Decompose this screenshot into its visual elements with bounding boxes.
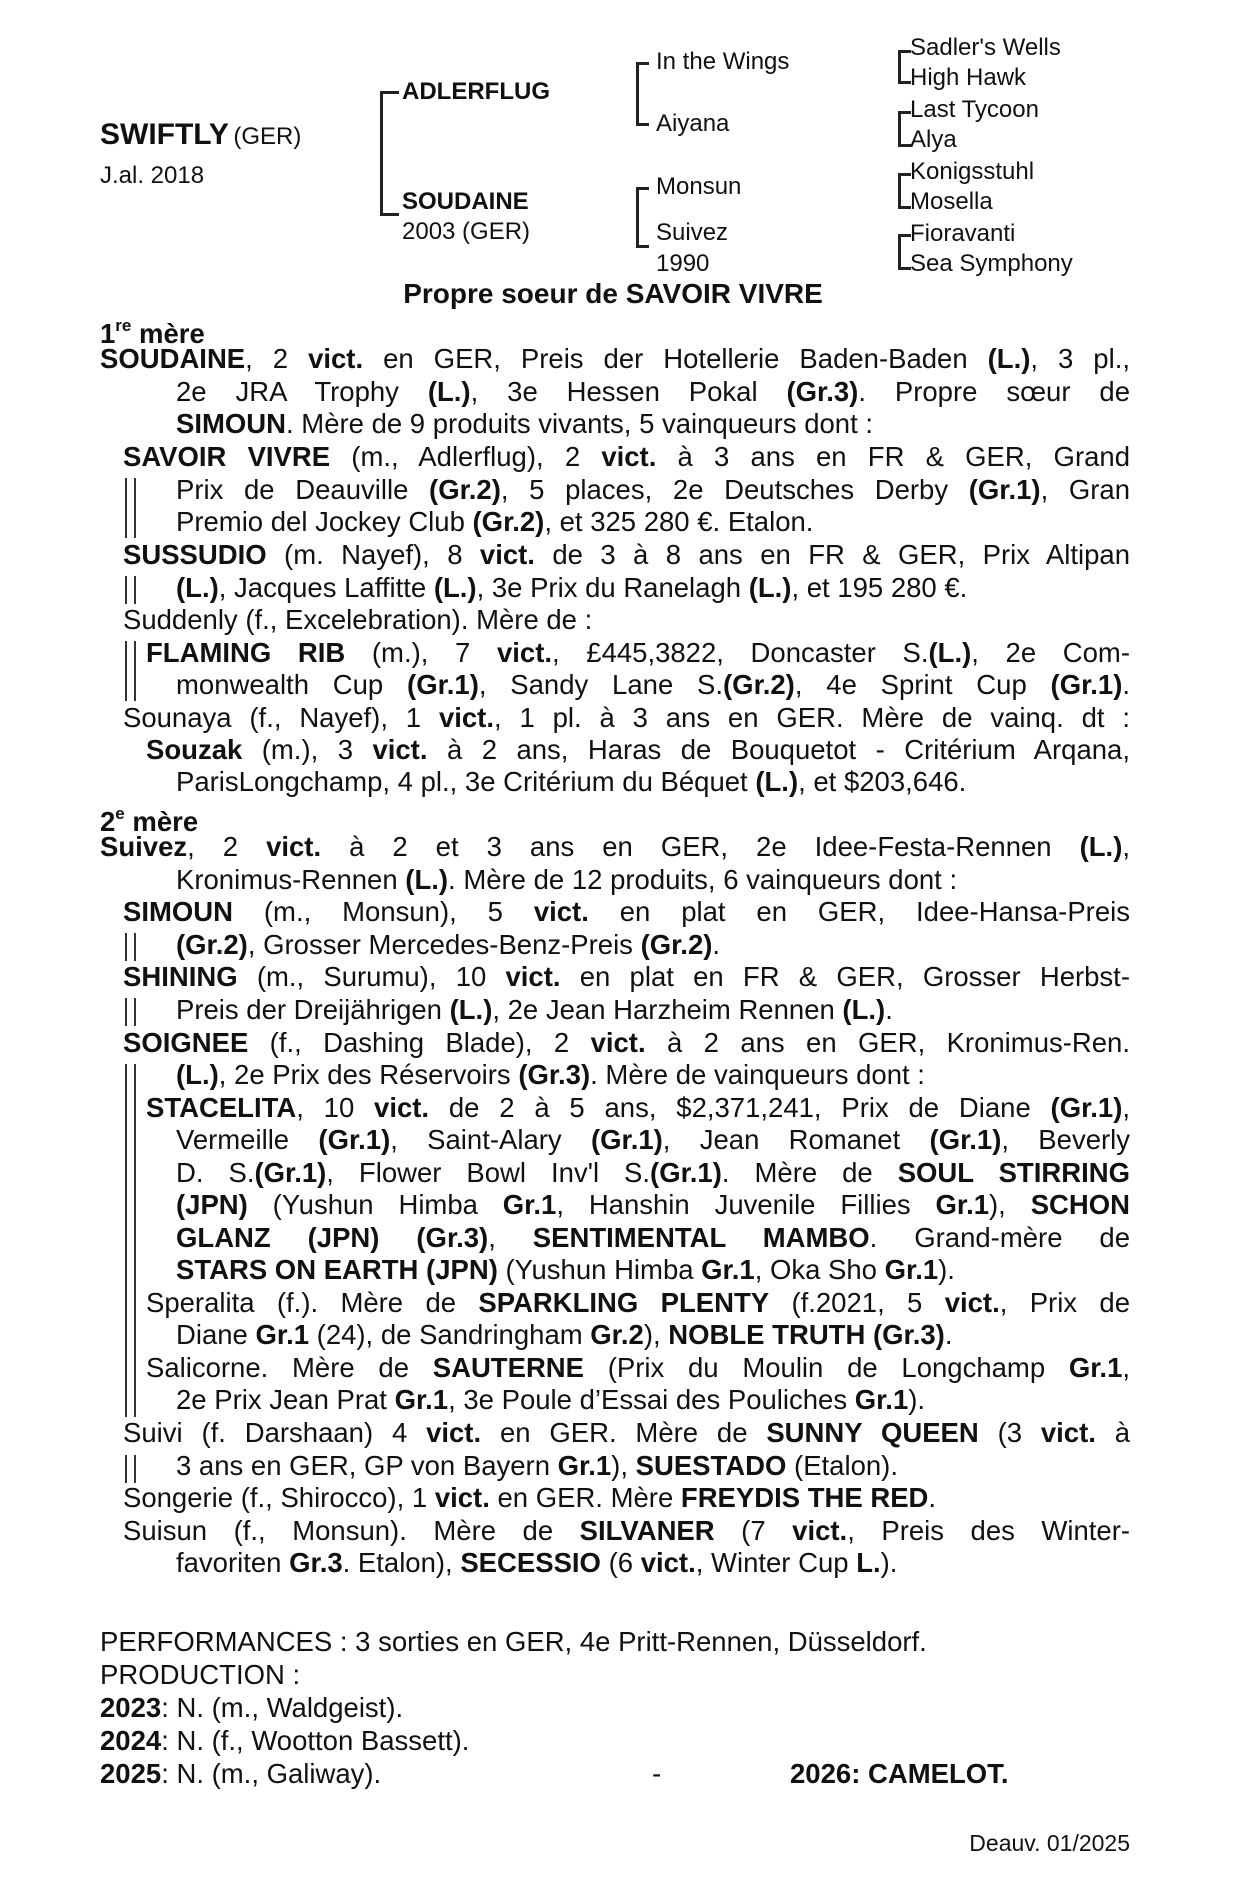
horse-info: J.al. 2018 [100, 162, 205, 189]
production-2025: 2025: N. (m., Galiway). [100, 1758, 382, 1789]
production-2026: 2026: CAMELOT. [790, 1758, 1009, 1789]
record-line: (Gr.2), Grosser Mercedes-Benz-Preis (Gr.2). [176, 929, 721, 960]
record-line: 2e JRA Trophy (L.), 3e Hessen Pokal (Gr.3). Propre sœur de [176, 376, 1130, 407]
record-line: Speralita (f.). Mère de SPARKLING PLENTY (f.2021, 5 vict., Prix de [146, 1287, 1130, 1318]
subtitle: Propre soeur de SAVOIR VIVRE [403, 278, 823, 309]
record-line: D. S.(Gr.1), Flower Bowl Inv'l S.(Gr.1). Mère de SOUL STIRRING [176, 1157, 1130, 1188]
record-line: Songerie (f., Shirocco), 1 vict. en GER. Mère FREYDIS THE RED. [123, 1482, 937, 1513]
record-line: STACELITA, 10 vict. de 2 à 5 ans, $2,371,241, Prix de Diane (Gr.1), [146, 1092, 1130, 1123]
sale-reference: Deauv. 01/2025 [969, 1830, 1130, 1856]
first-dam-heading: 1re mère [100, 316, 205, 349]
bar-suivi [125, 1455, 136, 1483]
horse-country: (GER) [233, 123, 302, 150]
bar-soignee [125, 1064, 136, 1417]
record-line: monwealth Cup (Gr.1), Sandy Lane S.(Gr.2), 4e Sprint Cup (Gr.1). [176, 669, 1131, 700]
record-line: Souzak (m.), 3 vict. à 2 ans, Haras de Bouquetot - Critérium Arqana, [146, 734, 1130, 765]
record-line: 2e Prix Jean Prat Gr.1, 3e Poule d’Essai des Pouliches Gr.1). [176, 1384, 926, 1415]
production-2024: 2024: N. (f., Wootton Bassett). [100, 1725, 470, 1756]
record-line: FLAMING RIB (m.), 7 vict., £445,3822, Doncaster S.(L.), 2e Com- [146, 637, 1130, 668]
record-line: 3 ans en GER, GP von Bayern Gr.1), SUESTADO (Etalon). [176, 1450, 898, 1481]
gg-8: Sea Symphony [910, 250, 1073, 277]
record-line: SOIGNEE (f., Dashing Blade), 2 vict. à 2 ans en GER, Kronimus-Ren. [123, 1027, 1130, 1058]
record-line: favoriten Gr.3. Etalon), SECESSIO (6 vict., Winter Cup L.). [176, 1547, 898, 1578]
record-line: STARS ON EARTH (JPN) (Yushun Himba Gr.1, Oka Sho Gr.1). [176, 1254, 955, 1285]
gg-4: Alya [910, 126, 957, 153]
production-label: PRODUCTION : [100, 1659, 301, 1690]
dam-name: SOUDAINE [402, 188, 529, 215]
sire-sire: In the Wings [656, 48, 790, 75]
record-line: Suddenly (f., Excelebration). Mère de : [123, 604, 593, 635]
bar-suddenly [125, 641, 136, 701]
record-line: Sounaya (f., Nayef), 1 vict., 1 pl. à 3 ans en GER. Mère de vainq. dt : [123, 702, 1130, 733]
record-line: SAVOIR VIVRE (m., Adlerflug), 2 vict. à 3 ans en FR & GER, Grand [123, 441, 1130, 472]
sire-dam: Aiyana [656, 110, 730, 137]
record-line: SOUDAINE, 2 vict. en GER, Preis der Hotellerie Baden-Baden (L.), 3 pl., [100, 343, 1130, 374]
record-line: ParisLongchamp, 4 pl., 3e Critérium du Béquet (L.), et $203,646. [176, 766, 967, 797]
gg-3: Last Tycoon [910, 96, 1039, 123]
record-line: SIMOUN. Mère de 9 produits vivants, 5 vainqueurs dont : [176, 408, 873, 439]
performances: PERFORMANCES : 3 sorties en GER, 4e Pritt-Rennen, Düsseldorf. [100, 1626, 927, 1657]
second-dam-heading: 2e mère [100, 804, 199, 837]
dam-dam-year: 1990 [656, 250, 710, 277]
dam-sire: Monsun [656, 173, 742, 200]
record-line: SUSSUDIO (m. Nayef), 8 vict. de 3 à 8 ans en FR & GER, Prix Altipan [123, 539, 1130, 570]
record-line: Diane Gr.1 (24), de Sandringham Gr.2), NOBLE TRUTH (Gr.3). [176, 1319, 953, 1350]
production-2023: 2023: N. (m., Waldgeist). [100, 1692, 404, 1723]
record-line: SHINING (m., Surumu), 10 vict. en plat en FR & GER, Grosser Herbst- [123, 961, 1130, 992]
record-line: Preis der Dreijährigen (L.), 2e Jean Harzheim Rennen (L.). [176, 994, 893, 1025]
record-line: Salicorne. Mère de SAUTERNE (Prix du Moulin de Longchamp Gr.1, [146, 1352, 1131, 1383]
record-line: Vermeille (Gr.1), Saint-Alary (Gr.1), Jean Romanet (Gr.1), Beverly [176, 1124, 1131, 1155]
bar-simoun [125, 933, 136, 961]
gg-6: Mosella [910, 188, 993, 215]
record-line: (L.), 2e Prix des Réservoirs (Gr.3). Mère de vainqueurs dont : [176, 1059, 925, 1090]
record-line: Kronimus-Rennen (L.). Mère de 12 produits, 6 vainqueurs dont : [176, 864, 958, 895]
production-dash: - [652, 1758, 662, 1789]
bar-shining [125, 998, 136, 1026]
gg-1: Sadler's Wells [910, 34, 1061, 61]
bar-savoir [125, 478, 136, 538]
bar-sussudio [125, 576, 136, 604]
gg-5: Konigsstuhl [910, 158, 1035, 185]
record-line: Premio del Jockey Club (Gr.2), et 325 280 €. Etalon. [176, 506, 814, 537]
record-line: Suisun (f., Monsun). Mère de SILVANER (7 vict., Preis des Winter- [123, 1515, 1131, 1546]
gg-2: High Hawk [910, 64, 1027, 91]
record-line: Prix de Deauville (Gr.2), 5 places, 2e Deutsches Derby (Gr.1), Gran [176, 474, 1130, 505]
record-line: (JPN) (Yushun Himba Gr.1, Hanshin Juvenile Fillies Gr.1), SCHON [176, 1189, 1130, 1220]
gg-7: Fioravanti [910, 220, 1016, 247]
dam-dam: Suivez [656, 219, 729, 246]
record-line: (L.), Jacques Laffitte (L.), 3e Prix du Ranelagh (L.), et 195 280 €. [176, 572, 968, 603]
record-line: GLANZ (JPN) (Gr.3), SENTIMENTAL MAMBO. Grand-mère de [176, 1222, 1131, 1253]
record-line: SIMOUN (m., Monsun), 5 vict. en plat en GER, Idee-Hansa-Preis [123, 896, 1130, 927]
dam-info: 2003 (GER) [402, 218, 531, 245]
horse-name: SWIFTLY [100, 118, 229, 151]
record-line: Suivi (f. Darshaan) 4 vict. en GER. Mère de SUNNY QUEEN (3 vict. à [123, 1417, 1131, 1448]
record-line: Suivez, 2 vict. à 2 et 3 ans en GER, 2e Idee-Festa-Rennen (L.), [100, 831, 1130, 862]
sire-name: ADLERFLUG [402, 78, 550, 105]
